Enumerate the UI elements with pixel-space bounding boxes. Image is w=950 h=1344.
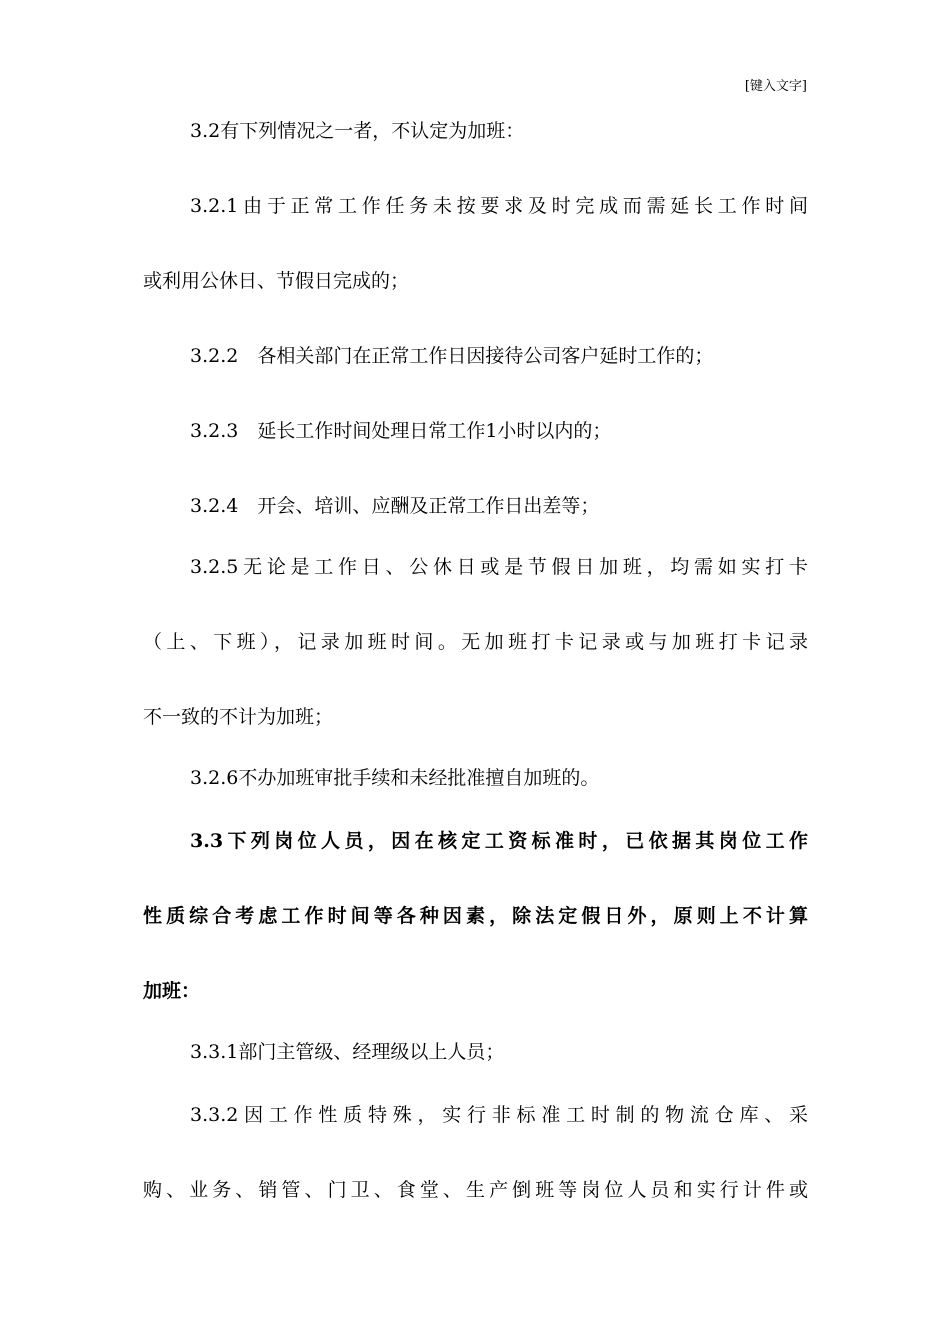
paragraph-line: 3.2.4 开会、培训、应酬及正常工作日出差等； — [190, 495, 600, 517]
paragraph-line: 3.3.1部门主管级、经理级以上人员； — [190, 1041, 505, 1063]
header-placeholder-text: [键入文字] — [744, 79, 807, 94]
paragraph-line: 3.2.6不办加班审批手续和未经批准擅自加班的。 — [190, 767, 600, 789]
paragraph-line-bold: 加班： — [143, 980, 201, 1002]
paragraph-line: （上、下班），记录加班时间。无加班打卡记录或与加班打卡记录 — [143, 631, 808, 653]
paragraph-line: 不一致的不计为加班； — [143, 706, 334, 728]
paragraph-line: 3.3.2因工作性质特殊，实行非标准工时制的物流仓库、采 — [190, 1104, 808, 1126]
paragraph-line: 购、业务、销管、门卫、食堂、生产倒班等岗位人员和实行计件或 — [143, 1179, 808, 1201]
paragraph-line-bold: 3.3下列岗位人员，因在核定工资标准时，已依据其岗位工作 — [190, 830, 808, 852]
paragraph-line: 3.2.5无论是工作日、公休日或是节假日加班，均需如实打卡 — [190, 556, 808, 578]
paragraph-line: 3.2有下列情况之一者，不认定为加班： — [190, 120, 525, 142]
paragraph-line-bold: 性质综合考虑工作时间等各种因素，除法定假日外，原则上不计算 — [143, 905, 808, 927]
paragraph-line: 3.2.1由于正常工作任务未按要求及时完成而需延长工作时间 — [190, 195, 808, 217]
paragraph-line: 或利用公休日、节假日完成的； — [143, 270, 410, 292]
paragraph-line: 3.2.3 延长工作时间处理日常工作1小时以内的； — [190, 420, 612, 442]
paragraph-line: 3.2.2 各相关部门在正常工作日因接待公司客户延时工作的； — [190, 345, 714, 367]
